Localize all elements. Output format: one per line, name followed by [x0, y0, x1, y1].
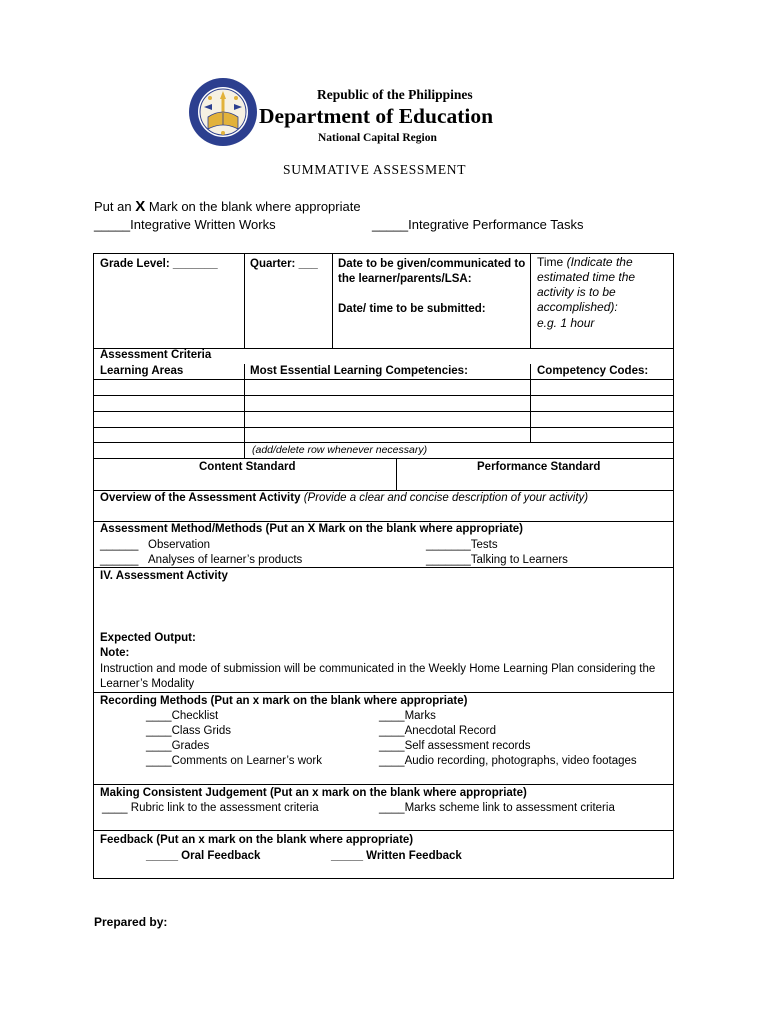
judgement-rubric[interactable]: ____ Rubric link to the assessment criteria [102, 802, 319, 814]
method-observation: Observation [148, 539, 211, 551]
overview-row [100, 491, 588, 506]
instruction-suffix: Mark on the blank where appropriate [145, 199, 361, 214]
col-rule-quarter [244, 254, 245, 348]
method-analyses: Analyses of learner’s products [148, 554, 303, 566]
time-example: e.g. 1 hour [537, 316, 595, 330]
note-line-1: Instruction and mode of submission will be communicated in the Weekly Home Learning Plan considering the [100, 663, 656, 675]
method-talking[interactable]: _______Talking to Learners [426, 554, 568, 566]
instruction-mark: X [135, 198, 146, 215]
col-rule-date [332, 254, 333, 348]
date-given-line-1: Date to be given/communicated to [338, 258, 526, 270]
note-label: Note: [100, 647, 130, 659]
recording-checklist[interactable]: ____Checklist [146, 710, 219, 722]
method-analyses-blank[interactable]: ______ [100, 554, 139, 566]
recording-class-grids[interactable]: ____Class Grids [146, 725, 232, 737]
rule-competency-header [94, 379, 673, 380]
recording-marks[interactable]: ____Marks [379, 710, 436, 722]
rule-row-5 [94, 458, 673, 459]
deped-seal-logo [188, 77, 258, 147]
recording-anecdotal[interactable]: ____Anecdotal Record [379, 725, 496, 737]
recording-audio[interactable]: ____Audio recording, photographs, video footages [379, 755, 637, 767]
add-delete-row-note: (add/delete row whenever necessary) [252, 444, 428, 456]
assessment-form-table [93, 253, 674, 879]
rule-judgement-end [94, 830, 673, 831]
overview-label: Overview of the Assessment Activity [100, 492, 301, 504]
option-integrative-written-works[interactable]: _____Integrative Written Works [94, 217, 276, 232]
content-standard-header: Content Standard [199, 461, 296, 473]
time-note-4: accomplished): [537, 300, 618, 314]
time-note-1: (Indicate the [566, 255, 633, 269]
judgement-heading: Making Consistent Judgement (Put an x mark on the blank where appropriate) [100, 787, 527, 799]
col-rule-time [530, 254, 531, 348]
rule-row-2 [94, 411, 673, 412]
assessment-criteria-heading: Assessment Criteria [100, 349, 212, 361]
grade-level-field[interactable]: Grade Level: _______ [100, 258, 218, 270]
mark-instruction [94, 198, 361, 215]
method-tests[interactable]: _______Tests [426, 539, 498, 551]
overview-note: (Provide a clear and concise description of your activity) [303, 492, 589, 504]
method-observation-blank[interactable]: ______ [100, 539, 139, 551]
document-title: SUMMATIVE ASSESSMENT [283, 162, 467, 177]
instruction-prefix: Put an [94, 199, 136, 214]
region-heading: National Capital Region [318, 132, 437, 144]
competencies-header: Most Essential Learning Competencies: [250, 365, 468, 377]
col-rule-learning-areas [244, 364, 245, 458]
rule-row-1 [94, 395, 673, 396]
assessment-methods-heading: Assessment Method/Methods (Put an X Mark on the blank where appropriate) [100, 523, 524, 535]
department-heading: Department of Education [259, 104, 494, 128]
prepared-by-label: Prepared by: [94, 915, 168, 929]
time-label: Time [537, 255, 564, 269]
time-note-3: activity is to be [537, 285, 616, 299]
date-submitted-label: Date/ time to be submitted: [338, 303, 486, 315]
expected-output-label: Expected Output: [100, 632, 196, 644]
judgement-marks-scheme[interactable]: ____Marks scheme link to assessment criteria [379, 802, 615, 814]
note-line-2: Learner’s Modality [100, 678, 195, 690]
recording-grades[interactable]: ____Grades [146, 740, 210, 752]
recording-self-assessment[interactable]: ____Self assessment records [379, 740, 531, 752]
recording-comments[interactable]: ____Comments on Learner’s work [146, 755, 322, 767]
time-note-2: estimated time the [537, 270, 636, 284]
recording-methods-heading: Recording Methods (Put an x mark on the blank where appropriate) [100, 695, 468, 707]
col-rule-standards [396, 458, 397, 490]
rule-activity-end [94, 692, 673, 693]
feedback-written[interactable]: _____ Written Feedback [331, 850, 462, 862]
date-given-line-2: the learner/parents/LSA: [338, 273, 472, 285]
col-rule-codes [530, 364, 531, 442]
assessment-activity-heading: IV. Assessment Activity [100, 570, 228, 582]
competency-codes-header: Competency Codes: [537, 365, 649, 377]
feedback-oral[interactable]: _____ Oral Feedback [146, 850, 261, 862]
learning-areas-header: Learning Areas [100, 365, 184, 377]
time-label-line [537, 255, 633, 270]
rule-row-3 [94, 427, 673, 428]
republic-heading: Republic of the Philippines [317, 87, 473, 102]
rule-recording-end [94, 784, 673, 785]
quarter-field[interactable]: Quarter: ___ [250, 258, 318, 270]
performance-standard-header: Performance Standard [477, 461, 601, 473]
option-integrative-performance-tasks[interactable]: _____Integrative Performance Tasks [372, 217, 584, 232]
feedback-heading: Feedback (Put an x mark on the blank where appropriate) [100, 834, 414, 846]
